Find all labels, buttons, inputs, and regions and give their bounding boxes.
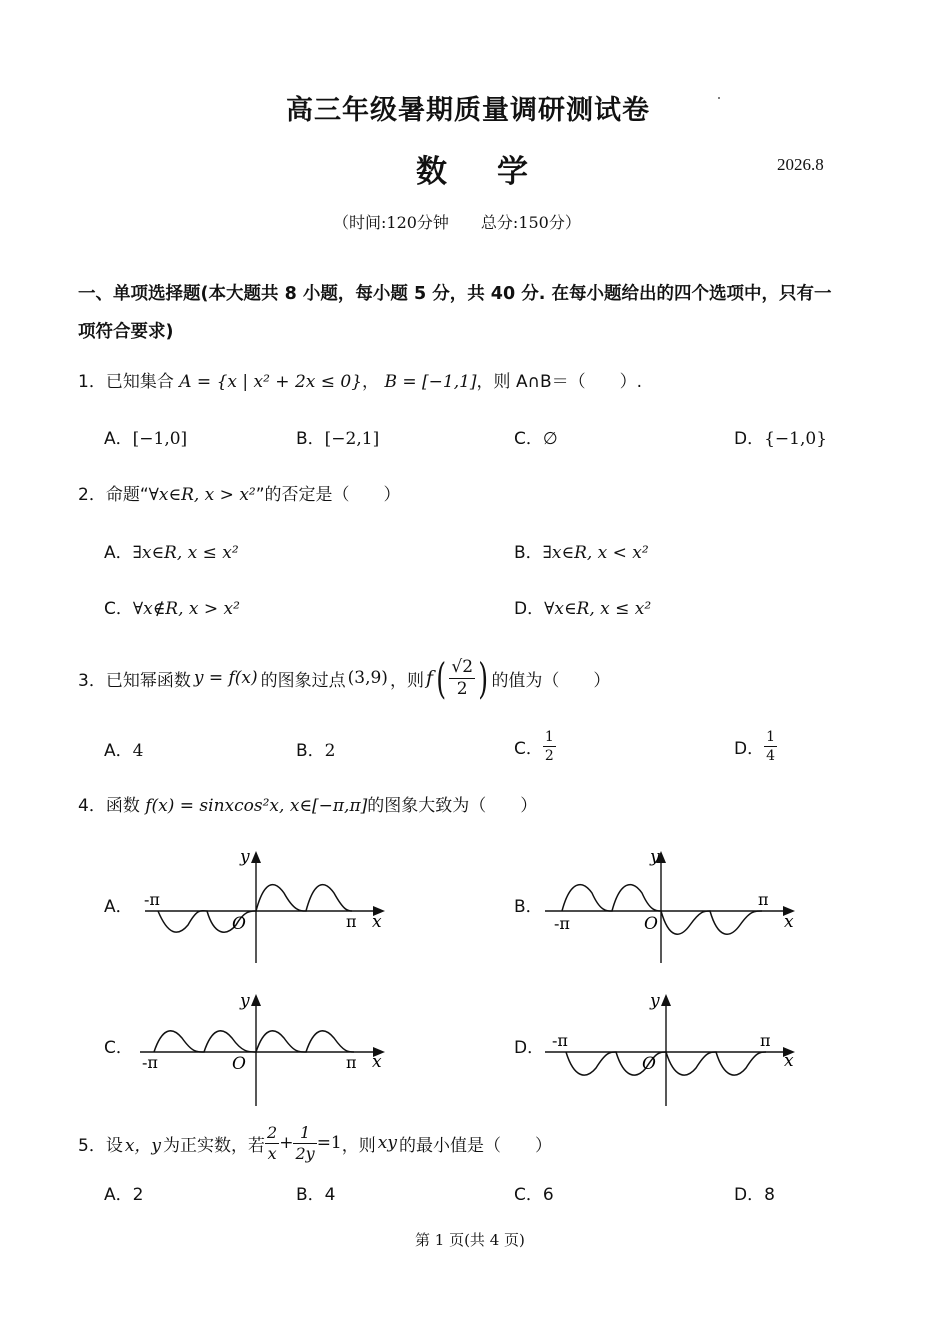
q4-graph-a — [140, 845, 400, 970]
pi-label: π — [346, 1053, 357, 1072]
y-axis-arrow — [661, 994, 671, 1006]
x-label: x — [372, 912, 382, 932]
section-heading-line2: 项符合要求) — [78, 322, 174, 342]
question-number: 4． — [78, 796, 106, 816]
q4-option-d-label[interactable]: D． — [514, 1038, 545, 1058]
neg-pi-label: -π — [554, 914, 570, 933]
point: (3,9) — [347, 668, 388, 688]
pi-label: π — [346, 912, 357, 931]
origin-label: O — [232, 914, 246, 934]
curve — [154, 1031, 354, 1052]
q4-option-b-label[interactable]: B． — [514, 897, 543, 917]
question-2-stem: 2．命题“∀x∈R, x > x²”的否定是（ ） — [78, 485, 401, 505]
curve — [158, 885, 352, 933]
q2-option-d[interactable]: D．∀x∈R, x ≤ x² — [514, 599, 652, 619]
neg-pi-label: -π — [142, 1053, 158, 1072]
question-number: 2． — [78, 485, 106, 505]
scan-dot — [718, 97, 720, 99]
y-axis-arrow — [251, 994, 261, 1006]
q2-option-a[interactable]: A．∃x∈R, x ≤ x² — [104, 543, 239, 563]
question-number: 3． — [78, 670, 106, 691]
y-label: y — [240, 847, 250, 867]
question-3-stem: 3． 已知幂函数 y = f(x) 的图象过点 (3,9) ，则 f ( $\frac{√2}{2}$ ) 的值为（ ） — [78, 653, 611, 703]
origin-label: O — [232, 1054, 246, 1074]
y-axis-arrow — [251, 851, 261, 863]
q1-option-c[interactable]: C．∅ — [514, 429, 558, 449]
fraction-2-over-x: $\frac{2}{x}$ — [267, 1122, 278, 1163]
q5-option-b[interactable]: B．4 — [296, 1185, 336, 1205]
question-1-stem: 1．已知集合 A = {x | x² + 2x ≤ 0}， B = [−1,1]，则 A∩B＝（ ）. — [78, 372, 643, 392]
set-b: B = [−1,1] — [384, 372, 477, 392]
pi-label: π — [758, 890, 769, 909]
y-label: y — [240, 991, 250, 1011]
y-label: y — [650, 847, 660, 867]
curve — [562, 885, 762, 935]
q4-graph-c — [140, 990, 400, 1110]
q3-option-c[interactable]: C． $\frac{1}{2}$ — [514, 729, 554, 764]
q2-option-b[interactable]: B．∃x∈R, x < x² — [514, 543, 649, 563]
q2-option-c[interactable]: C．∀x∉R, x > x² — [104, 599, 240, 619]
exam-info: （时间:120分钟 总分:150分） — [333, 213, 581, 232]
pi-label: π — [760, 1031, 771, 1050]
q3-option-d[interactable]: D． $\frac{1}{4}$ — [734, 729, 776, 764]
question-4-stem: 4．函数 f(x) = sinxcos²x, x∈[−π,π]的图象大致为（ ） — [78, 796, 538, 816]
question-number: 1． — [78, 372, 106, 392]
x-label: x — [372, 1052, 382, 1072]
q1-option-b[interactable]: B．[−2,1] — [296, 429, 380, 449]
exam-date: 2026.8 — [777, 155, 824, 174]
question-5-stem: 5． 设 x，y 为正实数，若 $\frac{2}{x}$ + $\frac{1}{2y}$ =1 ，则 xy 的最小值是（ ） — [78, 1122, 552, 1163]
power-function: y = f(x) — [193, 668, 258, 688]
exam-title: 高三年级暑期质量调研测试卷 — [286, 95, 650, 126]
subject-title: 数学 — [416, 154, 578, 190]
section-heading-line1: 一、单项选择题(本大题共 8 小题，每小题 5 分，共 40 分. 在每小题给出的四个选项中，只有一 — [78, 284, 832, 304]
fraction-sqrt2-over-2: $\frac{√2}{2}$ — [451, 656, 474, 699]
q4-option-c-label[interactable]: C． — [104, 1038, 133, 1058]
origin-label: O — [642, 1054, 656, 1074]
q5-option-d[interactable]: D．8 — [734, 1185, 775, 1205]
fraction-1-over-2y: $\frac{1}{2y}$ — [295, 1122, 315, 1163]
origin-label: O — [644, 914, 658, 934]
q5-option-a[interactable]: A．2 — [104, 1185, 144, 1205]
q4-graph-d — [540, 990, 800, 1110]
x-label: x — [784, 912, 794, 932]
function-expr: f(x) = sinxcos²x, x∈[−π,π] — [145, 796, 368, 816]
q3-option-b[interactable]: B．2 — [296, 741, 336, 761]
proposition: ∀x∈R, x > x² — [148, 485, 256, 505]
page-footer: 第 1 页(共 4 页) — [415, 1231, 525, 1249]
q4-option-a-label[interactable]: A． — [104, 897, 133, 917]
q4-graph-b — [540, 845, 800, 970]
neg-pi-label: -π — [144, 890, 160, 909]
set-a: A = {x | x² + 2x ≤ 0} — [179, 372, 363, 392]
q1-option-a[interactable]: A．[−1,0] — [104, 429, 188, 449]
y-label: y — [650, 991, 660, 1011]
q5-option-c[interactable]: C．6 — [514, 1185, 554, 1205]
q3-option-a[interactable]: A．4 — [104, 741, 144, 761]
x-label: x — [784, 1051, 794, 1071]
neg-pi-label: -π — [552, 1031, 568, 1050]
question-number: 5． — [78, 1135, 106, 1156]
q1-option-d[interactable]: D．{−1,0} — [734, 429, 828, 449]
